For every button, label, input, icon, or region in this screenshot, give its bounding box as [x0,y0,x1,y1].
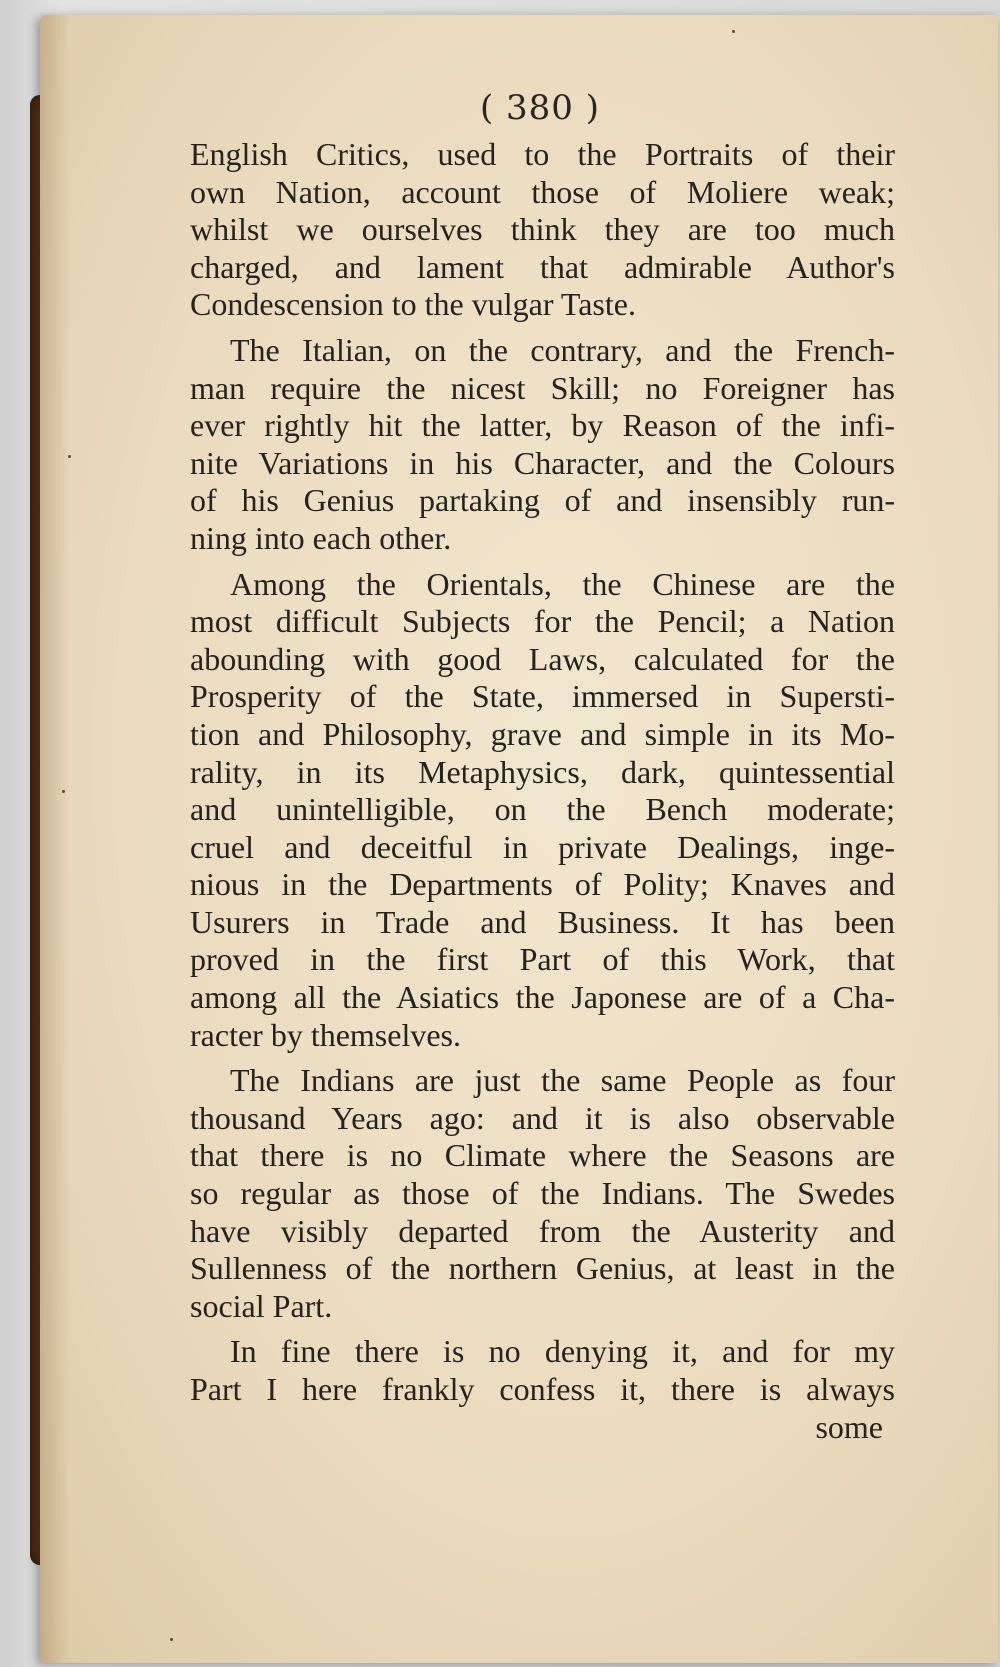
text-line: Among the Orientals, the Chinese are the [230,565,895,602]
text-line: ning into each other. [190,519,452,556]
text-line: own Nation, account those of Moliere weak; [190,173,895,210]
text-line: man require the nicest Skill; no Foreigner has [190,369,895,406]
text-line: English Critics, used to the Portraits of their [190,136,895,172]
text-line: nite Variations in his Character, and the Colours [190,444,895,481]
text-line: tion and Philosophy, grave and simple in its Mo- [190,715,895,752]
catchword: some [815,1408,883,1445]
text-line: social Part. [190,1287,333,1324]
text-line: The Indians are just the same People as four [230,1062,895,1099]
text-line: have visibly departed from the Austerity and [190,1212,895,1249]
paragraph-1 [190,136,895,324]
page-text [190,136,895,1446]
text-line: so regular as those of the Indians. The Swedes [190,1175,895,1212]
text-line: thousand Years ago: and it is also observable [190,1099,895,1136]
text-line: of his Genius partaking of and insensibly run- [190,482,895,519]
text-line: among all the Asiatics the Japonese are of a Cha- [190,979,895,1016]
text-line: charged, and lament that admirable Author's [190,248,895,285]
text-line: and unintelligible, on the Bench moderate; [190,791,895,828]
text-line: rality, in its Metaphysics, dark, quintessential [190,753,895,790]
paragraph-4 [190,1062,895,1325]
page-edge-shadow [40,15,70,1663]
text-line: cruel and deceitful in private Dealings, inge- [190,828,895,865]
paper-speck [170,1638,173,1641]
text-line: abounding with good Laws, calculated for the [190,640,895,677]
text-line: Prosperity of the State, immersed in Supersti- [190,678,895,715]
page-number: ( 380 ) [479,88,601,128]
text-line: racter by themselves. [190,1016,461,1053]
text-line: The Italian, on the contrary, and the French- [230,331,895,368]
text-line: ever rightly hit the latter, by Reason of the infi- [190,407,895,444]
paper-speck [62,790,65,793]
text-line: Condescension to the vulgar Taste. [190,286,636,323]
text-line: that there is no Climate where the Seasons are [190,1137,895,1174]
text-line: Usurers in Trade and Business. It has been [190,903,895,940]
text-line: proved in the first Part of this Work, that [190,941,895,978]
text-line: Part I here frankly confess it, there is always [190,1371,895,1407]
paragraph-2 [190,332,895,558]
paragraph-5 [190,1333,895,1446]
text-line: nious in the Departments of Polity; Knaves and [190,866,895,903]
text-line: Sullenness of the northern Genius, at least in the [190,1250,895,1287]
paragraph-3 [190,566,895,1055]
paper-speck [68,455,71,458]
text-line: In fine there is no denying it, and for my [230,1333,895,1370]
text-line: whilst we ourselves think they are too much [190,211,895,248]
text-line: most difficult Subjects for the Pencil; a Nation [190,603,895,640]
paper-speck [732,30,735,33]
